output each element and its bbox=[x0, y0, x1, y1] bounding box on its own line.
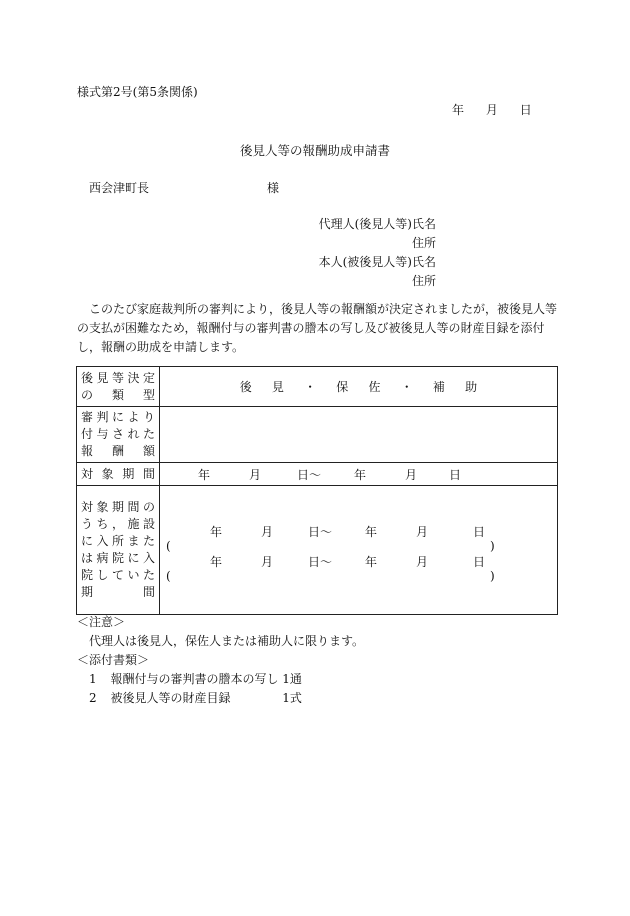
institution-label-line: に入所また bbox=[81, 534, 155, 548]
caution-text: 代理人は後見人，保佐人または補助人に限ります。 bbox=[89, 634, 365, 648]
amount-field[interactable] bbox=[160, 407, 558, 463]
inst1-paren-close: ) bbox=[490, 539, 495, 553]
inst2-start-day: 日～ bbox=[308, 555, 333, 569]
application-date bbox=[452, 102, 532, 118]
inst2-start-year: 年 bbox=[210, 555, 223, 569]
period-start-year: 年 bbox=[198, 468, 211, 482]
type-label bbox=[77, 367, 160, 407]
agent-name-label: 代理人(後見人等)氏名 bbox=[318, 217, 436, 231]
date-month: 月 bbox=[485, 103, 498, 117]
inst1-end-year: 年 bbox=[365, 525, 378, 539]
institution-label bbox=[77, 486, 160, 615]
application-statement bbox=[77, 300, 557, 357]
amount-label-line: 報 酬 額 bbox=[81, 444, 155, 458]
date-day: 日 bbox=[519, 103, 532, 117]
attachment-quantity: 1式 bbox=[282, 691, 302, 705]
inst1-start-month: 月 bbox=[261, 525, 274, 539]
inst2-end-day: 日 bbox=[473, 555, 486, 569]
institution-label-line: 期 間 bbox=[81, 585, 155, 599]
period-label-text: 対象期間 bbox=[81, 466, 155, 481]
attachments-heading: ＜添付書類＞ bbox=[77, 653, 150, 667]
attachment-quantity: 1通 bbox=[282, 672, 302, 686]
application-table bbox=[76, 366, 558, 615]
period-field[interactable] bbox=[160, 463, 558, 486]
inst1-start-day: 日～ bbox=[308, 525, 333, 539]
type-option-char: 保 bbox=[336, 380, 349, 394]
inst2-end-month: 月 bbox=[416, 555, 429, 569]
amount-label-line: 審判により bbox=[81, 410, 155, 424]
inst2-start-month: 月 bbox=[261, 555, 274, 569]
institution-label-line: 院していた bbox=[81, 568, 155, 582]
period-label bbox=[77, 463, 160, 486]
type-option-separator: ・ bbox=[304, 380, 317, 394]
period-start-month: 月 bbox=[249, 468, 262, 482]
row-type bbox=[77, 367, 558, 407]
row-period bbox=[77, 463, 558, 486]
inst2-end-year: 年 bbox=[365, 555, 378, 569]
document-title: 後見人等の報酬助成申請書 bbox=[239, 143, 390, 158]
period-end-month: 月 bbox=[405, 468, 418, 482]
attachment-number: 2 bbox=[89, 691, 97, 705]
row-institution bbox=[77, 486, 558, 615]
attachment-number: 1 bbox=[89, 672, 97, 686]
principal-address-label: 住所 bbox=[411, 274, 436, 288]
type-option-char: 見 bbox=[271, 380, 285, 394]
row-amount bbox=[77, 407, 558, 463]
period-end-year: 年 bbox=[354, 468, 367, 482]
institution-label-line: 対象期間の bbox=[81, 500, 155, 514]
inst1-end-day: 日 bbox=[473, 525, 486, 539]
institution-label-line: うち，施設 bbox=[81, 517, 155, 531]
amount-label-line: 付与された bbox=[81, 427, 155, 441]
period-end-day: 日 bbox=[449, 468, 462, 482]
institution-field[interactable] bbox=[160, 486, 558, 615]
attachment-item bbox=[89, 690, 302, 706]
recipient bbox=[89, 180, 279, 196]
type-option-char: 助 bbox=[465, 380, 478, 394]
date-year: 年 bbox=[452, 103, 465, 117]
type-option-char: 佐 bbox=[368, 380, 381, 394]
type-label-line: の 類 型 bbox=[81, 387, 155, 402]
attachment-name: 報酬付与の審判書の謄本の写し bbox=[110, 672, 279, 686]
caution-heading: ＜注意＞ bbox=[77, 615, 126, 629]
type-option-char: 後 bbox=[239, 380, 252, 394]
recipient-name: 西会津町長 bbox=[89, 181, 150, 195]
inst2-paren-close: ) bbox=[490, 569, 495, 583]
inst2-paren-open: ( bbox=[166, 569, 171, 583]
type-option-char: 補 bbox=[432, 380, 446, 394]
type-options[interactable] bbox=[160, 367, 558, 407]
inst1-end-month: 月 bbox=[416, 525, 429, 539]
inst1-start-year: 年 bbox=[210, 525, 223, 539]
attachment-name: 被後見人等の財産目録 bbox=[110, 691, 231, 705]
period-start-day: 日～ bbox=[297, 468, 322, 482]
type-label-line: 後見等決定 bbox=[81, 370, 155, 385]
recipient-honorific: 様 bbox=[267, 181, 280, 195]
type-option-separator: ・ bbox=[400, 380, 413, 394]
form-number: 様式第2号(第5条関係) bbox=[77, 85, 198, 99]
principal-name-label: 本人(被後見人等)氏名 bbox=[318, 255, 436, 269]
institution-label-line: は病院に入 bbox=[81, 551, 155, 565]
agent-address-label: 住所 bbox=[411, 236, 436, 250]
amount-label bbox=[77, 407, 160, 463]
inst1-paren-open: ( bbox=[166, 539, 171, 553]
statement-paragraph: このたび家庭裁判所の審判により，後見人等の報酬額が決定されましたが，被後見人等の支払が困難なため，報酬付与の審判書の謄本の写し及び被後見人等の財産目録を添付し，報酬の助成を申請します。 bbox=[77, 302, 558, 354]
attachment-item bbox=[89, 671, 302, 687]
